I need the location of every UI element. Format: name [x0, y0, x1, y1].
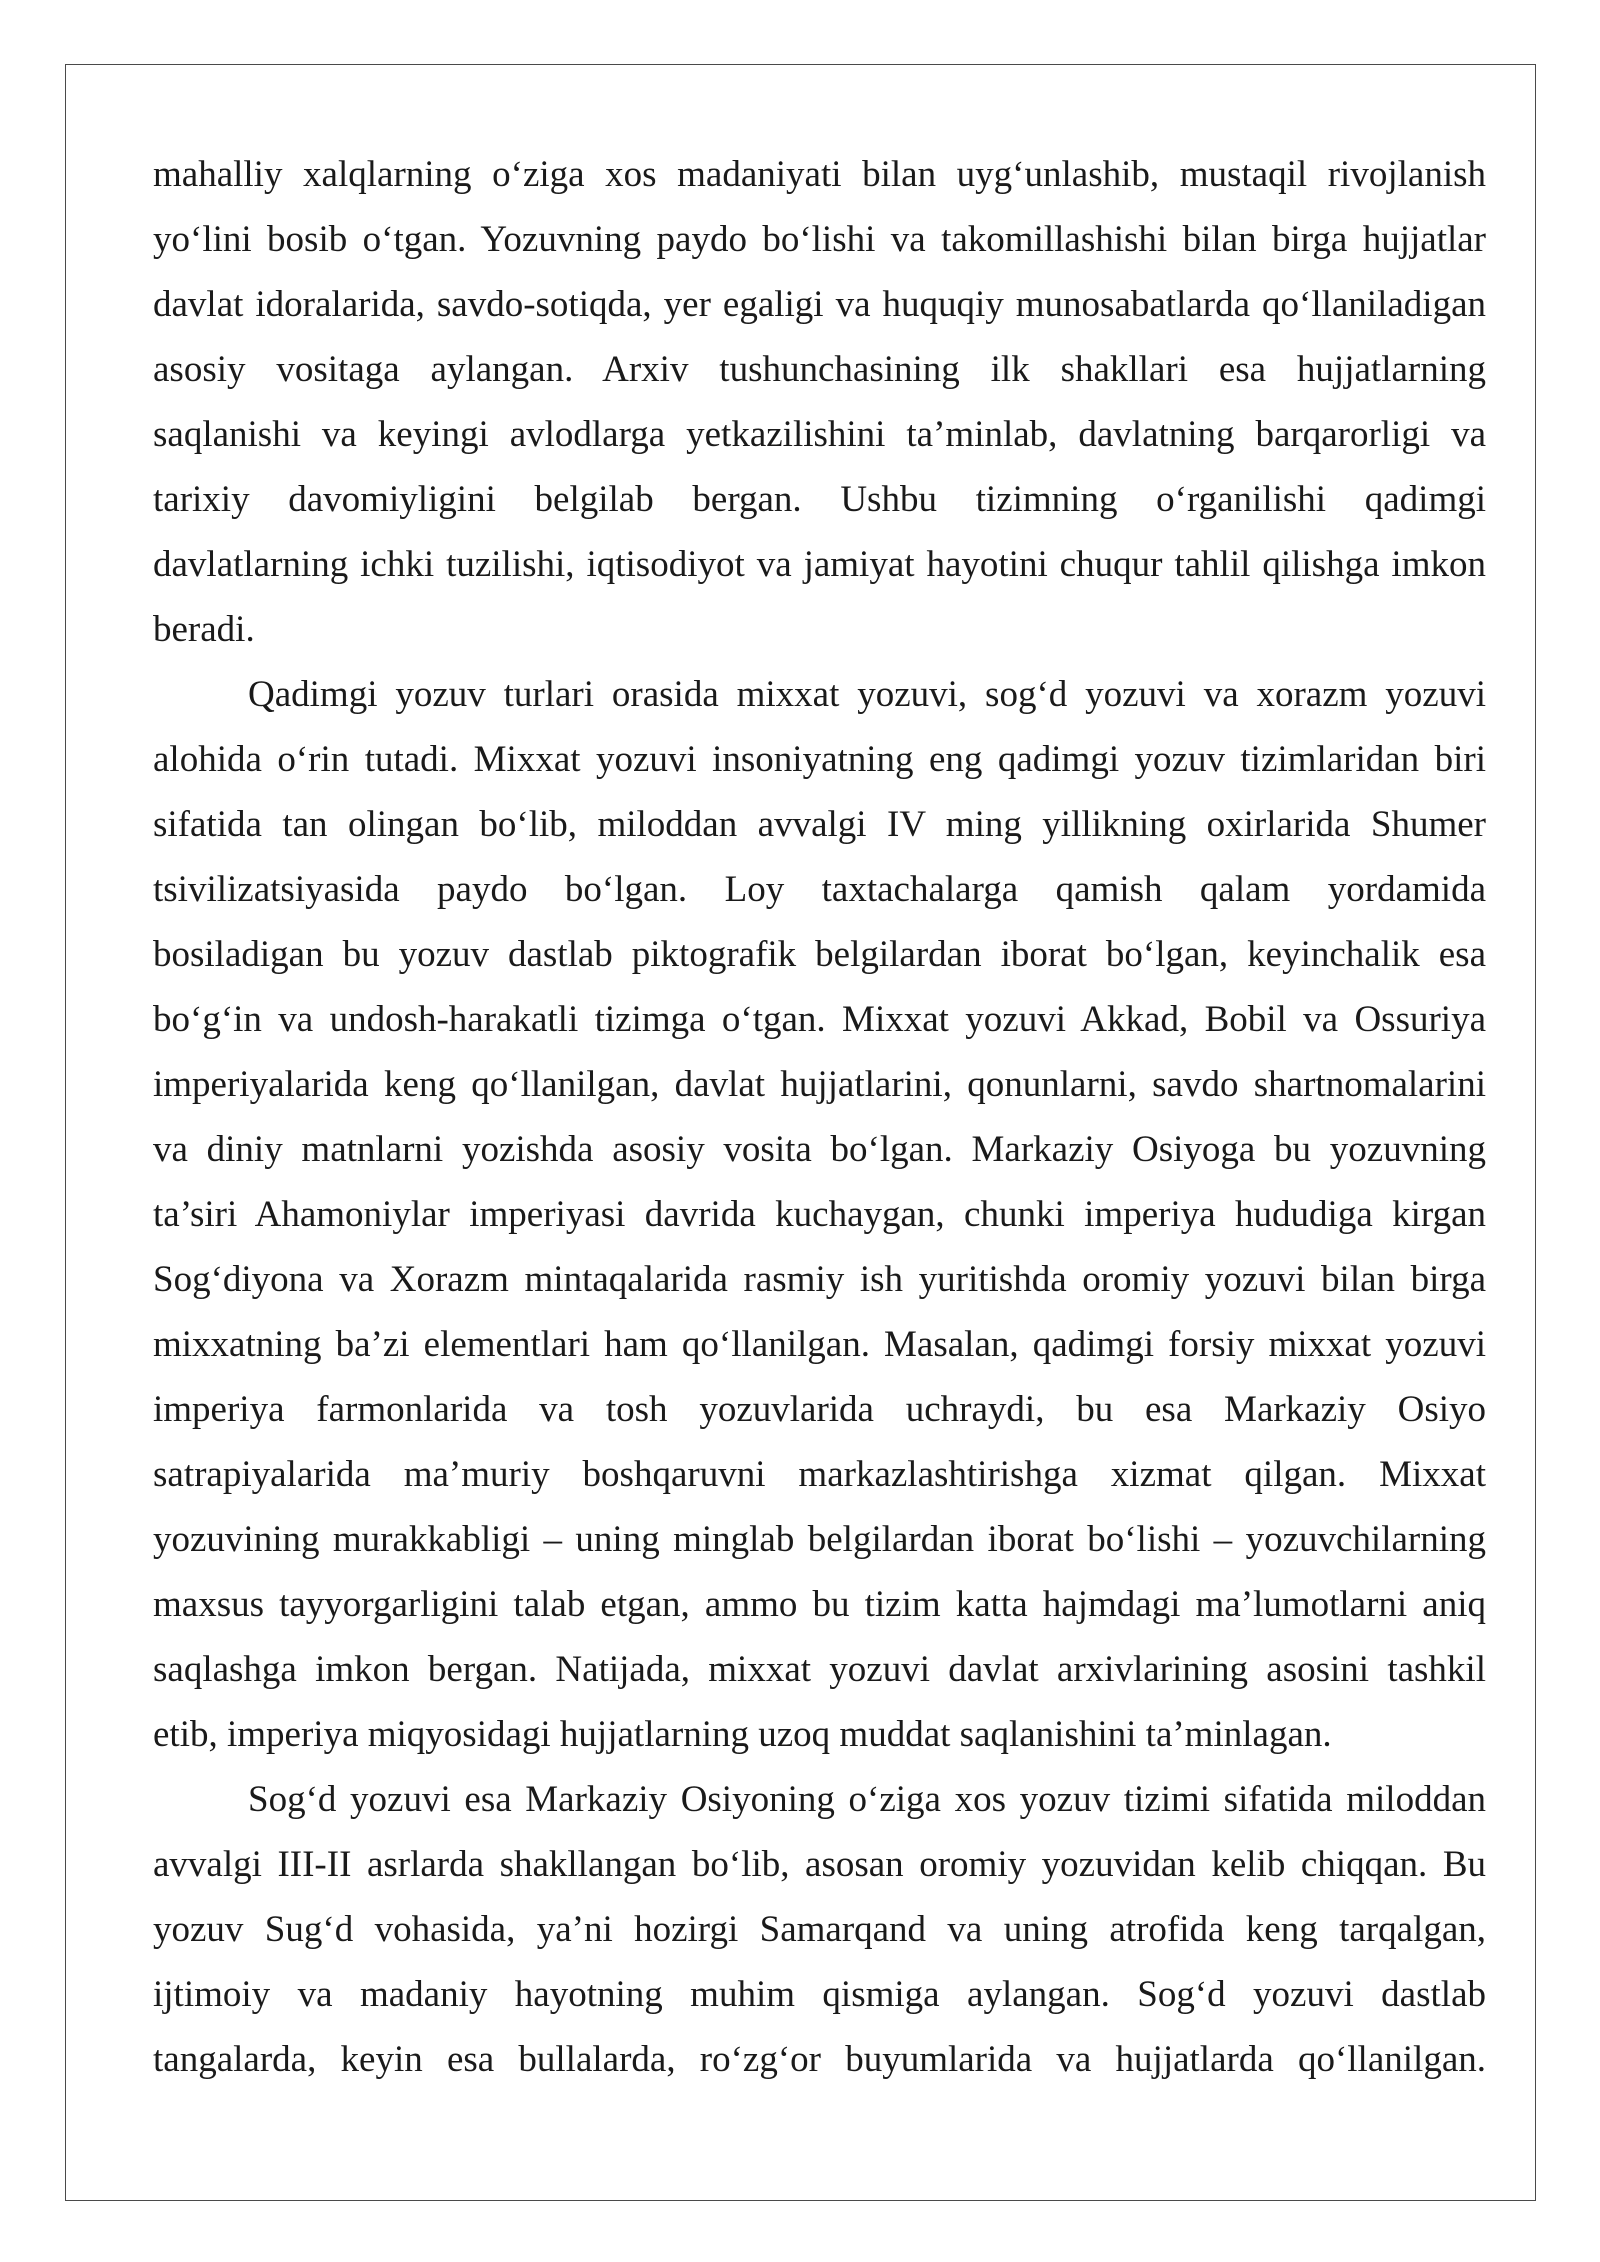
text-line: imperiya farmonlarida va tosh yozuvlarida uchraydi, bu esa Markaziy Osiyo — [153, 1389, 1486, 1430]
text-line: Sog‘diyona va Xorazm mintaqalarida rasmiy ish yuritishda oromiy yozuvi bilan birga — [153, 1259, 1486, 1300]
text-line: beradi. — [153, 609, 255, 650]
document-body[interactable] — [153, 142, 1486, 2092]
text-line: bosiladigan bu yozuv dastlab piktografik belgilardan iborat bo‘lgan, keyinchalik esa — [153, 934, 1486, 975]
text-line: davlat idoralarida, savdo-sotiqda, yer egaligi va huquqiy munosabatlarda qo‘llaniladigan — [153, 284, 1486, 325]
paragraph — [153, 142, 1486, 662]
text-line: yozuvining murakkabligi – uning minglab belgilardan iborat bo‘lishi – yozuvchilarning — [153, 1519, 1486, 1560]
paragraph — [153, 662, 1486, 1767]
text-line: va diniy matnlarni yozishda asosiy vosita bo‘lgan. Markaziy Osiyoga bu yozuvning — [153, 1129, 1486, 1170]
text-line: saqlanishi va keyingi avlodlarga yetkazilishini ta’minlab, davlatning barqarorligi va — [153, 414, 1486, 455]
text-line: tsivilizatsiyasida paydo bo‘lgan. Loy taxtachalarga qamish qalam yordamida — [153, 869, 1486, 910]
text-line: mixxatning ba’zi elementlari ham qo‘llanilgan. Masalan, qadimgi forsiy mixxat yozuvi — [153, 1324, 1486, 1365]
text-line: yozuv Sug‘d vohasida, ya’ni hozirgi Samarqand va uning atrofida keng tarqalgan, — [153, 1909, 1486, 1950]
paragraph — [153, 1767, 1486, 2092]
text-line: asosiy vositaga aylangan. Arxiv tushunchasining ilk shakllari esa hujjatlarning — [153, 349, 1486, 390]
text-line: avvalgi III-II asrlarda shakllangan bo‘lib, asosan oromiy yozuvidan kelib chiqqan. Bu — [153, 1844, 1486, 1885]
text-line: yo‘lini bosib o‘tgan. Yozuvning paydo bo‘lishi va takomillashishi bilan birga hujjatlar — [153, 219, 1486, 260]
text-line: saqlashga imkon bergan. Natijada, mixxat yozuvi davlat arxivlarining asosini tashkil — [153, 1649, 1486, 1690]
text-line: imperiyalarida keng qo‘llanilgan, davlat hujjatlarini, qonunlarni, savdo shartnomalarini — [153, 1064, 1486, 1105]
text-line: alohida o‘rin tutadi. Mixxat yozuvi insoniyatning eng qadimgi yozuv tizimlaridan biri — [153, 739, 1486, 780]
text-line: Qadimgi yozuv turlari orasida mixxat yozuvi, sog‘d yozuvi va xorazm yozuvi — [248, 674, 1486, 715]
text-line: etib, imperiya miqyosidagi hujjatlarning uzoq muddat saqlanishini ta’minlagan. — [153, 1714, 1332, 1755]
text-line: Sog‘d yozuvi esa Markaziy Osiyoning o‘ziga xos yozuv tizimi sifatida miloddan — [248, 1779, 1486, 1820]
text-line: maxsus tayyorgarligini talab etgan, ammo bu tizim katta hajmdagi ma’lumotlarni aniq — [153, 1584, 1486, 1625]
text-line: tangalarda, keyin esa bullalarda, ro‘zg‘or buyumlarida va hujjatlarda qo‘llanilgan. — [153, 2039, 1486, 2080]
text-line: ijtimoiy va madaniy hayotning muhim qismiga aylangan. Sog‘d yozuvi dastlab — [153, 1974, 1486, 2015]
text-line: bo‘g‘in va undosh-harakatli tizimga o‘tgan. Mixxat yozuvi Akkad, Bobil va Ossuriya — [153, 999, 1486, 1040]
text-line: satrapiyalarida ma’muriy boshqaruvni markazlashtirishga xizmat qilgan. Mixxat — [153, 1454, 1486, 1495]
text-line: ta’siri Ahamoniylar imperiyasi davrida kuchaygan, chunki imperiya hududiga kirgan — [153, 1194, 1486, 1235]
text-line: tarixiy davomiyligini belgilab bergan. Ushbu tizimning o‘rganilishi qadimgi — [153, 479, 1486, 520]
text-line: davlatlarning ichki tuzilishi, iqtisodiyot va jamiyat hayotini chuqur tahlil qilishga imkon — [153, 544, 1486, 585]
text-line: sifatida tan olingan bo‘lib, miloddan avvalgi IV ming yillikning oxirlarida Shumer — [153, 804, 1486, 845]
text-line: mahalliy xalqlarning o‘ziga xos madaniyati bilan uyg‘unlashib, mustaqil rivojlanish — [153, 154, 1486, 195]
